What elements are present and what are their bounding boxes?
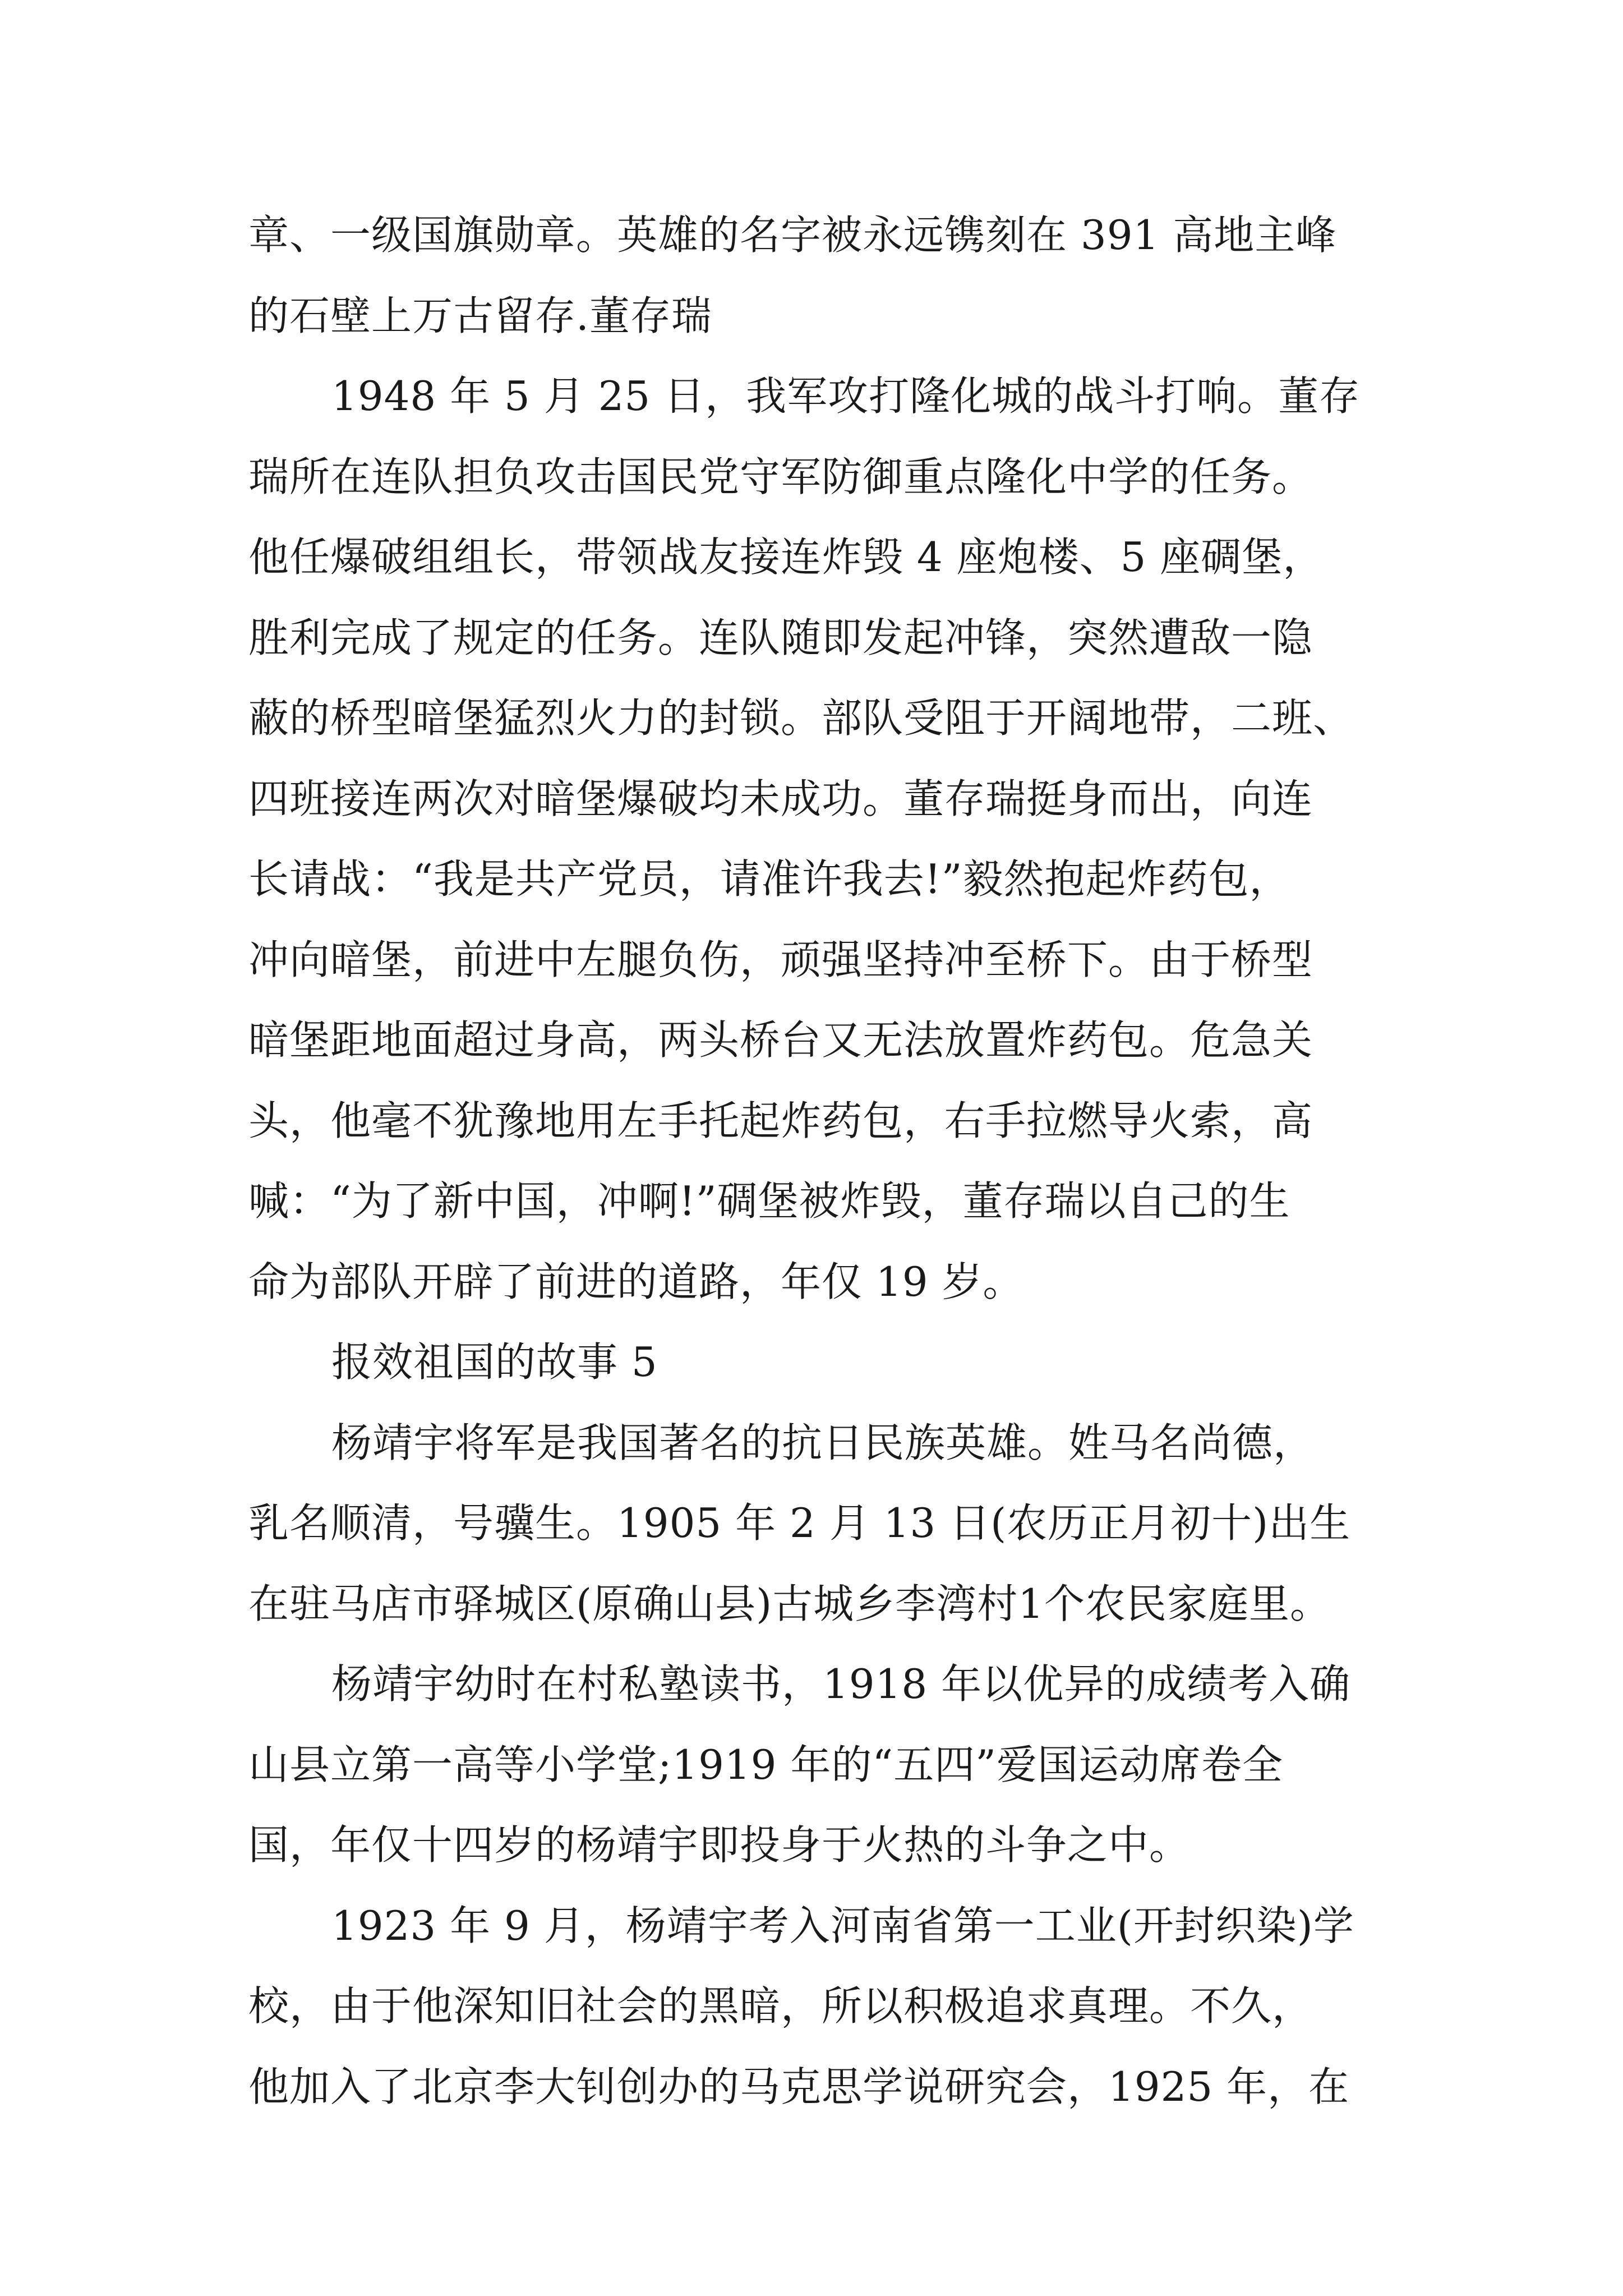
text-line: 在驻马店市驿城区(原确山县)古城乡李湾村1个农民家庭里。 (248, 1580, 1331, 1627)
text-line: 1923 年 9 月，杨靖宇考入河南省第一工业(开封织染)学 (331, 1902, 1354, 1949)
text-line: 的石壁上万古留存.董存瑞 (248, 292, 712, 339)
text-line: 杨靖宇将军是我国著名的抗日民族英雄。姓马名尚德， (331, 1419, 1315, 1466)
text-line: 报效祖国的故事 5 (331, 1338, 658, 1386)
text-line: 校，由于他深知旧社会的黑暗，所以积极追求真理。不久， (248, 1982, 1313, 2030)
text-line: 国，年仅十四岁的杨靖宇即投身于火热的斗争之中。 (248, 1821, 1191, 1869)
text-line: 杨靖宇幼时在村私塾读书，1918 年以优异的成绩考入确 (331, 1660, 1351, 1708)
text-line: 头，他毫不犹豫地用左手托起炸药包，右手拉燃导火索，高 (248, 1097, 1313, 1144)
body-text (248, 195, 1376, 2127)
text-line: 四班接连两次对暗堡爆破均未成功。董存瑞挺身而出，向连 (248, 775, 1313, 822)
text-line: 冲向暗堡，前进中左腿负伤，顽强坚持冲至桥下。由于桥型 (248, 936, 1313, 983)
text-line: 胜利完成了规定的任务。连队随即发起冲锋，突然遭敌一隐 (248, 614, 1313, 661)
text-line: 喊：“为了新中国，冲啊!”碉堡被炸毁，董存瑞以自己的生 (248, 1177, 1290, 1225)
text-line: 章、一级国旗勋章。英雄的名字被永远镌刻在 391 高地主峰 (248, 211, 1337, 259)
text-line: 乳名顺清，号骥生。1905 年 2 月 13 日(农历正月初十)出生 (248, 1499, 1351, 1547)
text-line: 瑞所在连队担负攻击国民党守军防御重点隆化中学的任务。 (248, 453, 1313, 500)
text-line: 山县立第一高等小学堂;1919 年的“五四”爱国运动席卷全 (248, 1741, 1283, 1788)
text-line: 命为部队开辟了前进的道路，年仅 19 岁。 (248, 1258, 1024, 1305)
text-line: 蔽的桥型暗堡猛烈火力的封锁。部队受阻于开阔地带，二班、 (248, 694, 1354, 742)
text-line: 他任爆破组组长，带领战友接连炸毁 4 座炮楼、5 座碉堡， (248, 533, 1324, 581)
text-line: 长请战：“我是共产党员，请准许我去!”毅然抱起炸药包， (248, 855, 1290, 903)
text-line: 暗堡距地面超过身高，两头桥台又无法放置炸药包。危急关 (248, 1016, 1313, 1064)
text-line: 他加入了北京李大钊创办的马克思学说研究会，1925 年，在 (248, 2063, 1350, 2110)
text-line: 1948 年 5 月 25 日，我军攻打隆化城的战斗打响。董存 (331, 372, 1361, 420)
